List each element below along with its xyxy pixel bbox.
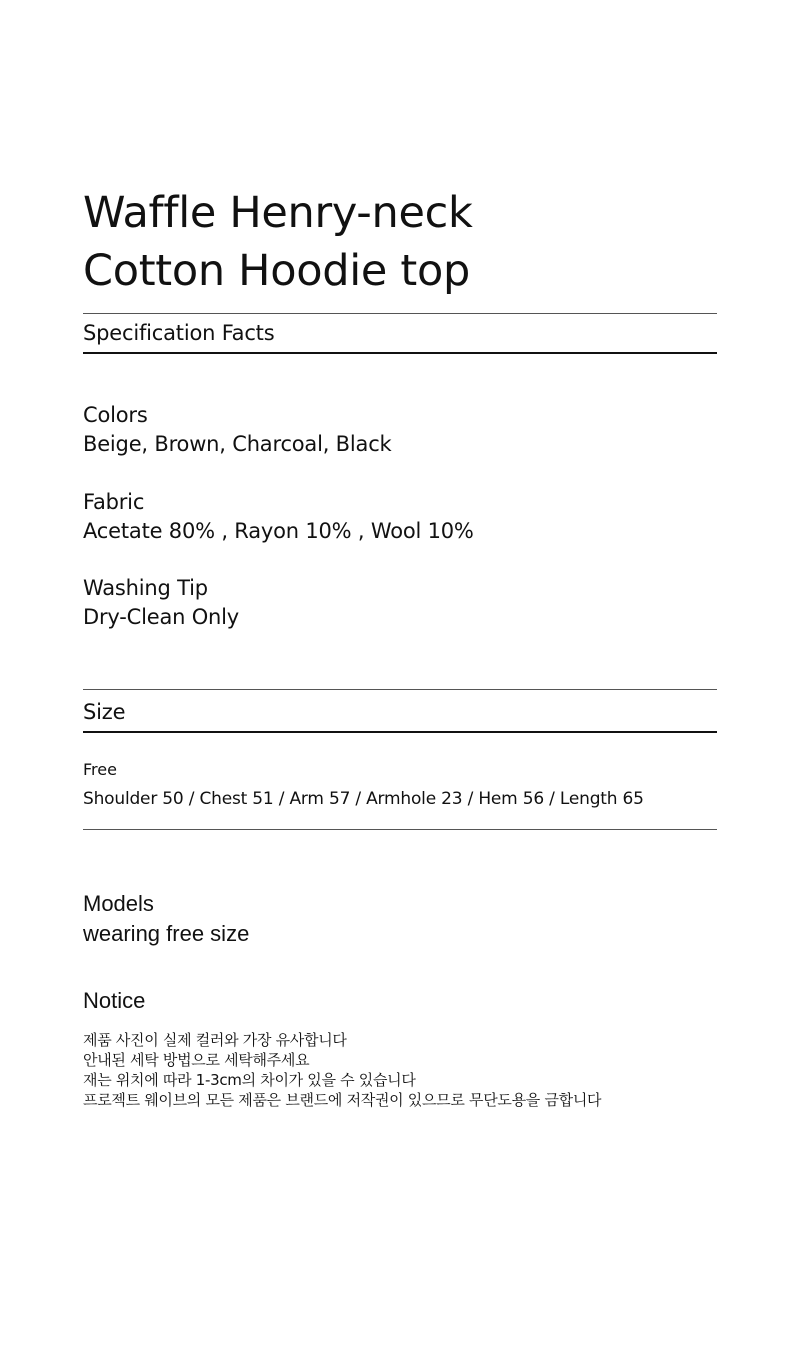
size-heading: Size bbox=[83, 700, 126, 724]
models-label: Models bbox=[83, 891, 154, 916]
spec-heading: Specification Facts bbox=[83, 321, 275, 345]
product-title bbox=[83, 184, 473, 300]
notice-line: 재는 위치에 따라 1-3cm의 차이가 있을 수 있습니다 bbox=[83, 1071, 416, 1089]
models-value: wearing free size bbox=[83, 921, 250, 946]
washing-value: Dry-Clean Only bbox=[83, 605, 240, 629]
notice-line: 제품 사진이 실제 컬러와 가장 유사합니다 bbox=[83, 1031, 347, 1049]
washing-label: Washing Tip bbox=[83, 576, 208, 600]
size-name: Free bbox=[83, 760, 117, 779]
product-title-line-2: Cotton Hoodie top bbox=[83, 246, 470, 296]
spec-bottom-divider bbox=[83, 352, 717, 354]
colors-label: Colors bbox=[83, 403, 148, 427]
notice-list bbox=[83, 1030, 601, 1110]
colors-value: Beige, Brown, Charcoal, Black bbox=[83, 432, 392, 456]
size-dimensions: Shoulder 50 / Chest 51 / Arm 57 / Armhole 23 / Hem 56 / Length 65 bbox=[83, 789, 644, 809]
size-bottom-divider bbox=[83, 731, 717, 733]
product-title-line-1: Waffle Henry-neck bbox=[83, 188, 473, 238]
size-end-divider bbox=[83, 829, 717, 830]
size-top-divider bbox=[83, 689, 717, 690]
notice-line: 프로젝트 웨이브의 모든 제품은 브랜드에 저작권이 있으므로 무단도용을 금합니다 bbox=[83, 1091, 602, 1109]
fabric-label: Fabric bbox=[83, 490, 145, 514]
notice-label: Notice bbox=[83, 988, 146, 1013]
notice-line: 안내된 세탁 방법으로 세탁해주세요 bbox=[83, 1051, 310, 1069]
spec-top-divider bbox=[83, 313, 717, 314]
fabric-value: Acetate 80% , Rayon 10% , Wool 10% bbox=[83, 519, 474, 543]
